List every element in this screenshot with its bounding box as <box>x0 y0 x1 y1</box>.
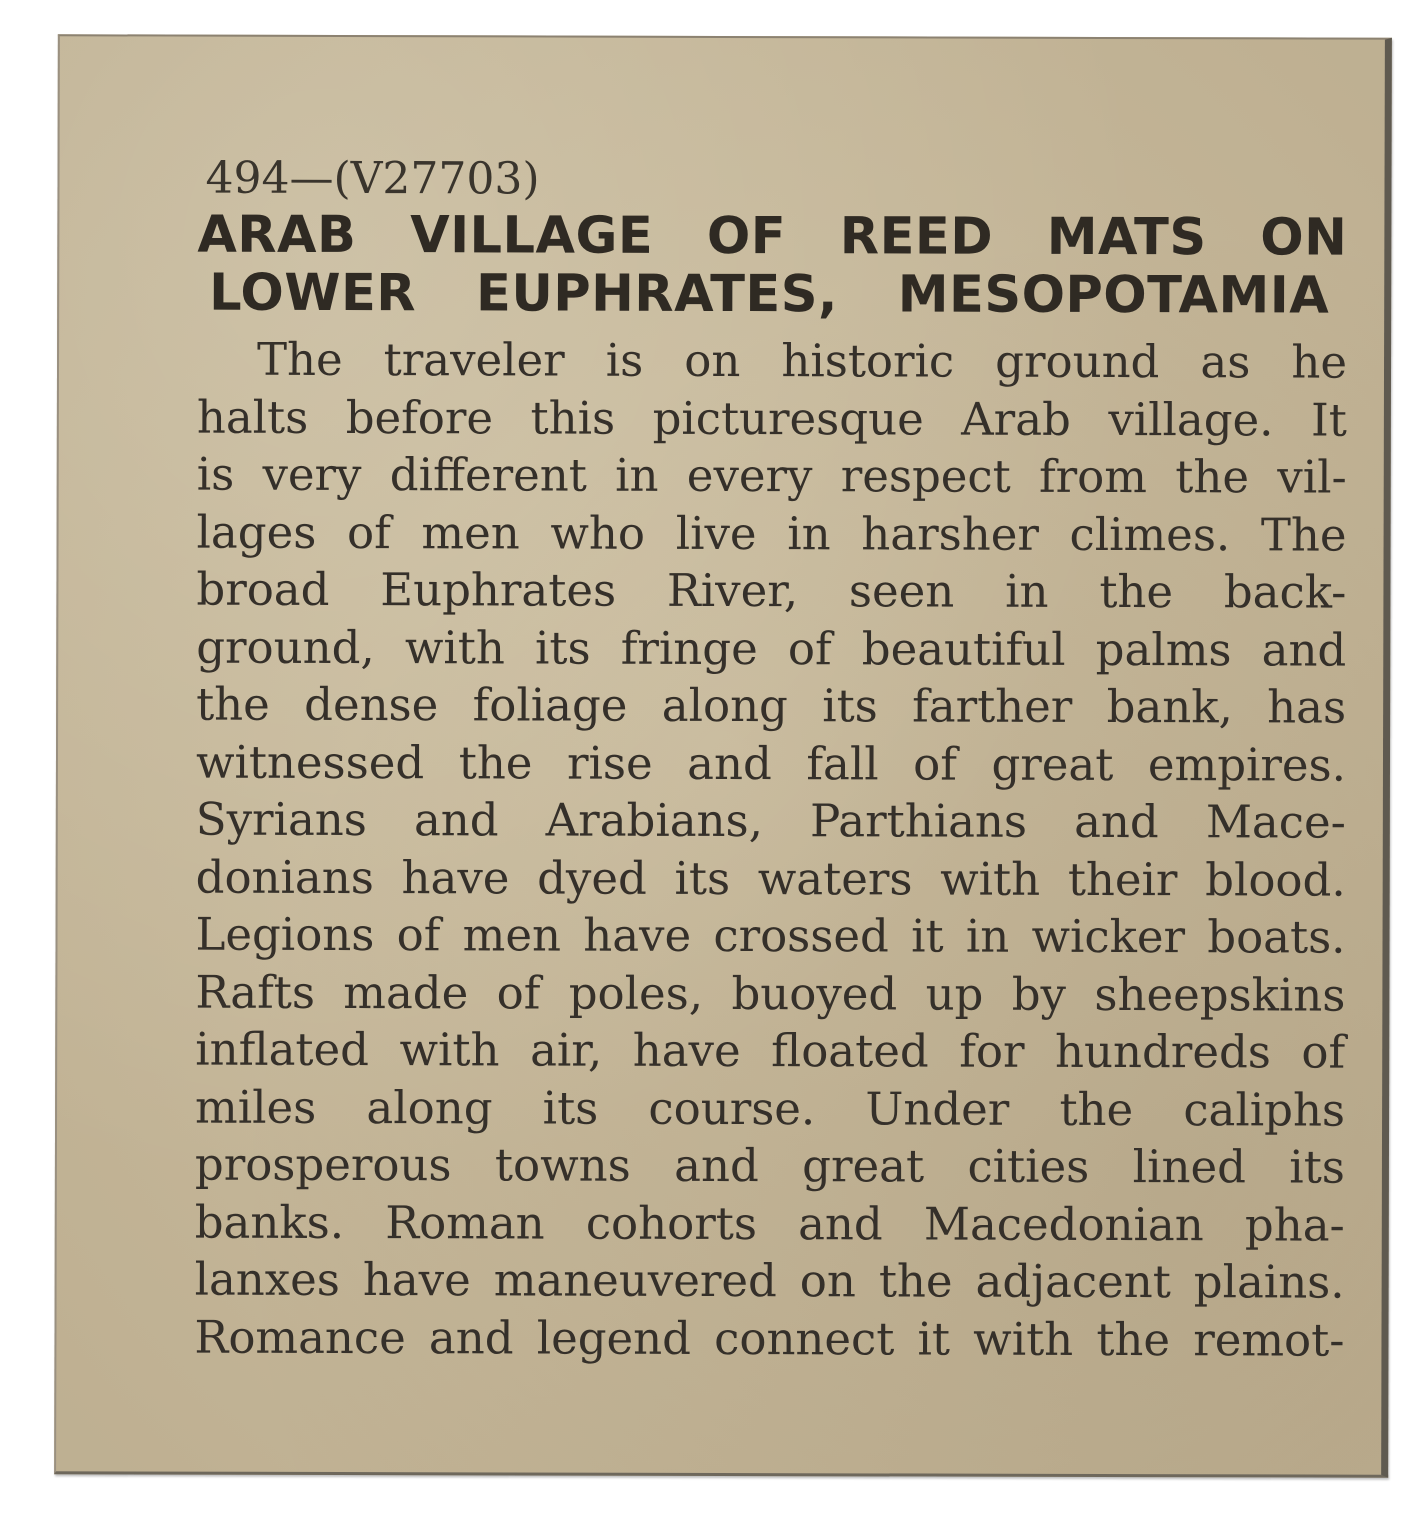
description-line: lages of men who live in harsher climes. The <box>196 505 1347 562</box>
description-paragraph <box>194 331 1347 1369</box>
description-line: inflated with air, have floated for hundreds of <box>195 1022 1346 1079</box>
card-title <box>197 207 1347 326</box>
description-line: is very different in every respect from the vil- <box>196 447 1347 504</box>
description-line: The traveler is on historic ground as he <box>256 332 1348 389</box>
description-line: donians have dyed its waters with their blood. <box>195 850 1346 907</box>
description-line: the dense foliage along its farther bank, has <box>196 677 1347 734</box>
card-text-block <box>194 153 1347 1369</box>
description-line: witnessed the rise and fall of great empires. <box>195 735 1347 792</box>
description-line: banks. Roman cohorts and Macedonian pha- <box>194 1195 1345 1252</box>
description-line: ground, with its fringe of beautiful palms and <box>196 620 1347 677</box>
title-line: ARAB VILLAGE OF REED MATS ON <box>197 205 1348 268</box>
description-line: halts before this picturesque Arab village. It <box>196 390 1347 447</box>
description-line: Rafts made of poles, buoyed up by sheepskins <box>195 965 1346 1022</box>
description-line: prosperous towns and great cities lined its <box>194 1137 1345 1194</box>
title-line: LOWER EUPHRATES, MESOPOTAMIA <box>209 263 1330 326</box>
description-line: Syrians and Arabians, Parthians and Mace- <box>195 792 1346 849</box>
catalog-number: 494—(V27703) <box>205 152 540 205</box>
description-line: Legions of men have crossed it in wicker boats. <box>195 907 1346 964</box>
description-line: broad Euphrates River, seen in the back- <box>196 562 1347 619</box>
description-line: miles along its course. Under the caliphs <box>195 1080 1346 1137</box>
description-line: lanxes have maneuvered on the adjacent plains. <box>194 1252 1345 1309</box>
stereoview-card-back <box>54 34 1392 1477</box>
description-line: Romance and legend connect it with the remot- <box>194 1310 1345 1367</box>
